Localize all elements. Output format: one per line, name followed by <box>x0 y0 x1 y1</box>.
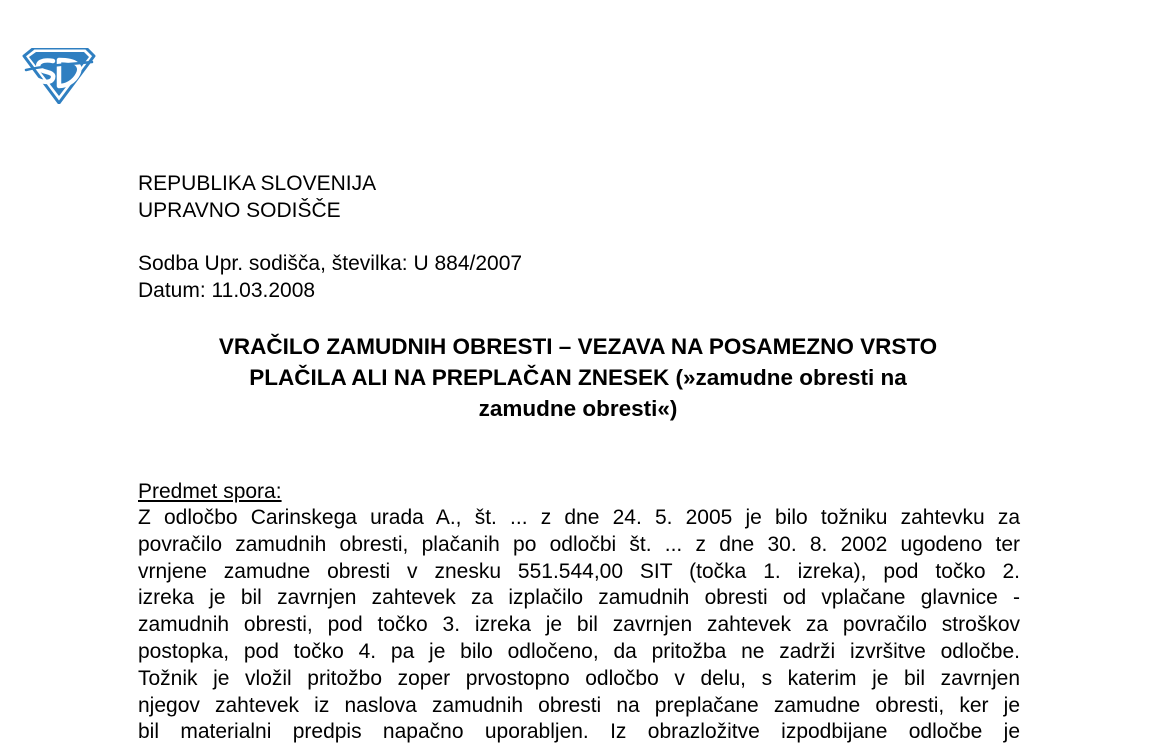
document-title <box>128 331 1028 424</box>
body-line: zamudnih obresti, pod točko 3. izreka je bil zavrnjen zahtevek za povračilo stroškov <box>138 613 1020 637</box>
body-line: njegov zahtevek iz naslova zamudnih obresti na preplačane zamudne obresti, ker je <box>138 693 1020 717</box>
section-heading: Predmet spora: <box>138 480 282 503</box>
court-header <box>138 170 376 224</box>
case-date: Datum: 11.03.2008 <box>138 279 316 302</box>
country-name: REPUBLIKA SLOVENIJA <box>138 172 377 195</box>
case-meta <box>138 250 522 304</box>
title-line-1: VRAČILO ZAMUDNIH OBRESTI – VEZAVA NA POSAMEZNO VRSTO <box>218 334 938 359</box>
body-line: Tožnik je vložil pritožbo zoper prvostopno odločbo v delu, s katerim je bil zavrnjen <box>138 666 1020 690</box>
body-line: povračilo zamudnih obresti, plačanih po odločbi št. ... z dne 30. 8. 2002 ugodeno ter <box>138 532 1020 556</box>
body-line: Z odločbo Carinskega urada A., št. ... z dne 24. 5. 2005 je bilo tožniku zahtevku za <box>138 506 1020 529</box>
body-line: vrnjene zamudne obresti v znesku 551.544,00 SIT (točka 1. izreka), pod točko 2. <box>138 559 1020 583</box>
body-line: bil materialni predpis napačno uporabljen. Iz obrazložitve izpodbijane odločbe je <box>138 720 1020 744</box>
body-line: izreka je bil zavrnjen zahtevek za izplačilo zamudnih obresti od vplačane glavnice - <box>138 586 1020 610</box>
sd-emblem-icon <box>22 48 96 104</box>
case-number: Sodba Upr. sodišča, številka: U 884/2007 <box>138 252 523 275</box>
body-line: postopka, pod točko 4. pa je bilo odločeno, da pritožba ne zadrži izvršitve odločbe. <box>138 639 1020 663</box>
section-body <box>138 505 1020 746</box>
title-line-2: PLAČILA ALI NA PREPLAČAN ZNESEK (»zamudne obresti na <box>249 365 907 390</box>
title-line-3: zamudne obresti«) <box>478 396 678 421</box>
court-name: UPRAVNO SODIŠČE <box>138 199 341 222</box>
court-logo <box>22 48 96 104</box>
